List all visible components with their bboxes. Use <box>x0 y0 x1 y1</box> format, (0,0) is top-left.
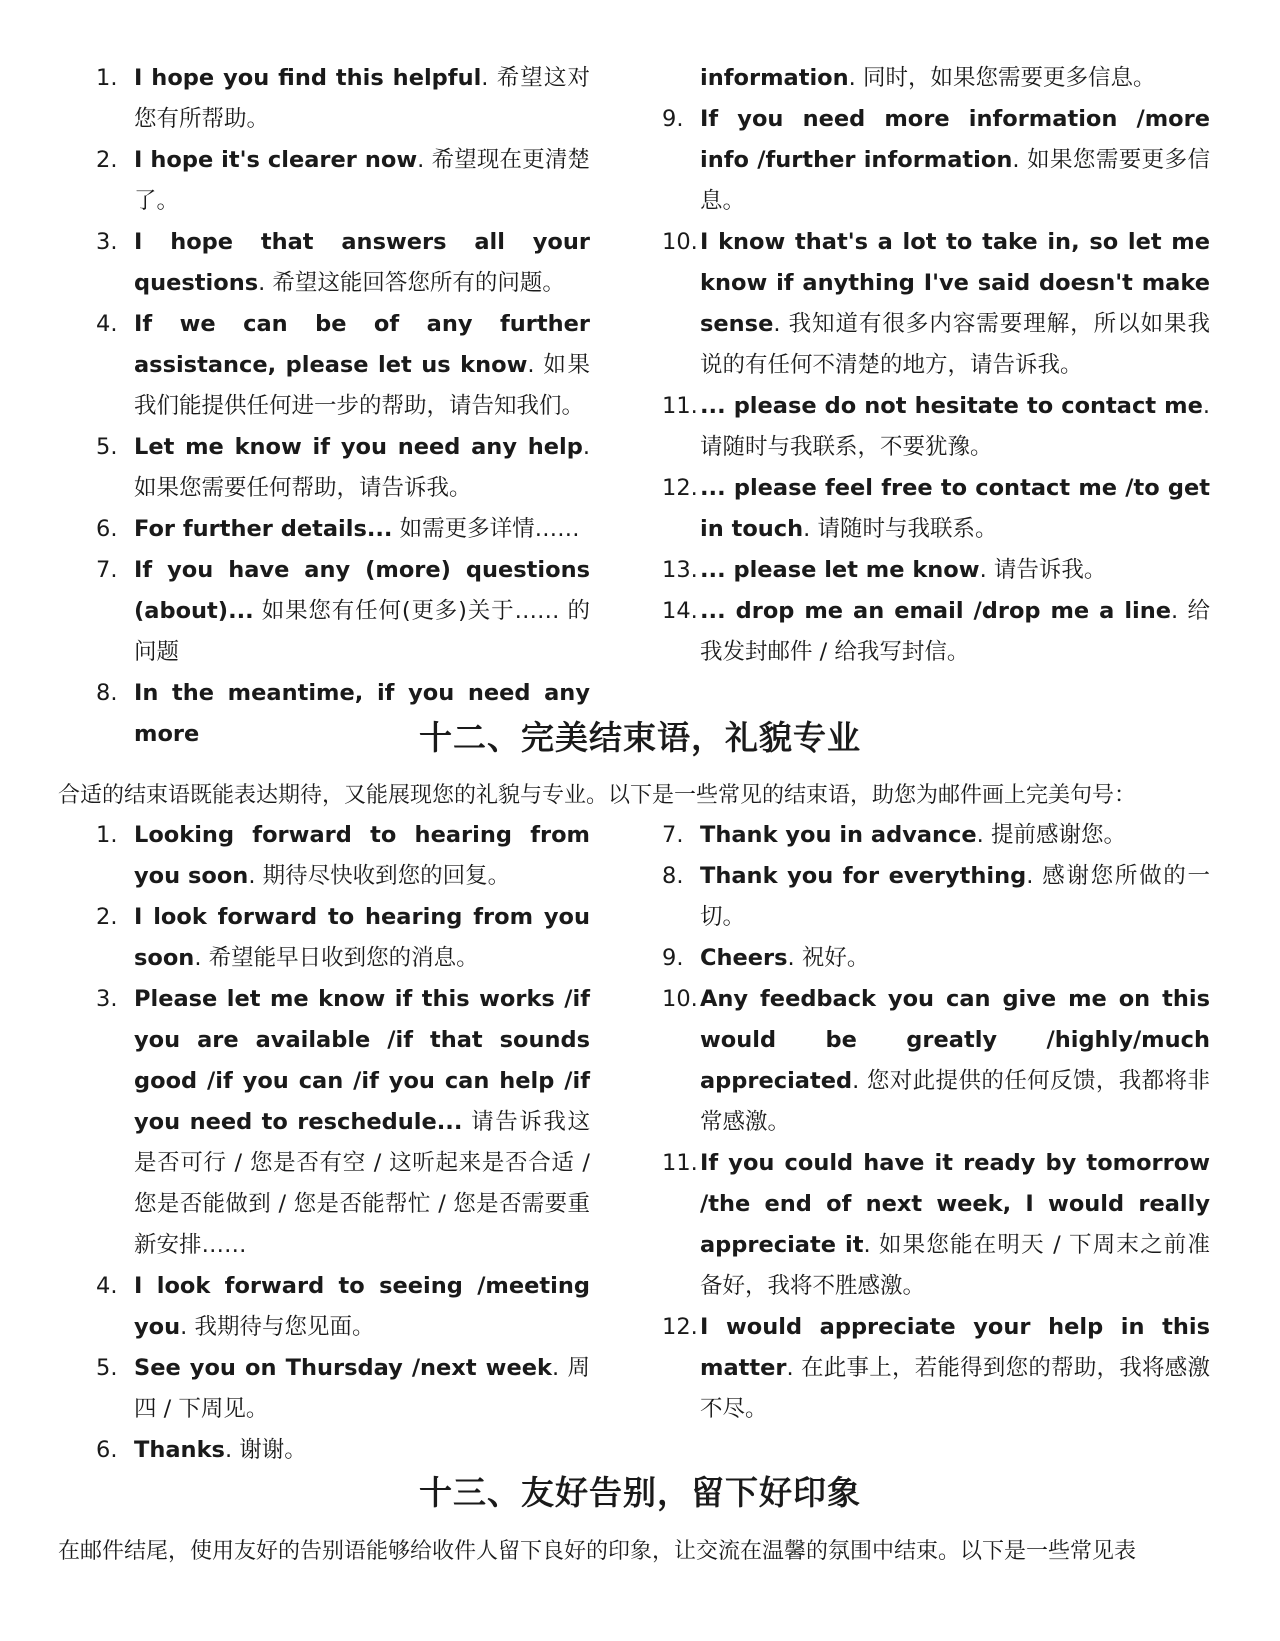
item-text <box>134 509 590 550</box>
phrase-list <box>662 99 1210 673</box>
item-number: 13. <box>662 557 698 583</box>
english-phrase: In the meantime, if you need any more <box>134 680 590 747</box>
chinese-translation: . 祝好。 <box>787 945 870 971</box>
chinese-translation: . 提前感谢您。 <box>976 822 1126 848</box>
phrase-list <box>662 815 1210 1430</box>
english-phrase: Thanks <box>134 1437 225 1463</box>
english-phrase: If you need more information /more info /further information <box>700 106 1210 173</box>
item-text <box>134 897 590 979</box>
chinese-translation: . 希望这能回答您所有的问题。 <box>258 270 565 296</box>
list-item <box>662 99 1210 222</box>
english-phrase: ... please feel free to contact me /to get in touch <box>700 475 1210 542</box>
english-phrase: If we can be of any further assistance, please let us know <box>134 311 590 378</box>
section-title-12: 十二、完美结束语，礼貌专业 <box>419 718 861 757</box>
list-item <box>96 1266 590 1348</box>
item-text <box>700 1307 1210 1430</box>
english-phrase: If you have any (more) questions (about)... <box>134 557 590 624</box>
item-number: 5. <box>96 434 118 460</box>
list-item <box>662 938 1210 979</box>
english-phrase: I hope you find this helpful <box>134 65 482 91</box>
item-text <box>700 938 1210 979</box>
list-item <box>662 550 1210 591</box>
chinese-translation: . 您对此提供的任何反馈，我都将非常感激。 <box>700 1068 1210 1135</box>
english-phrase: I look forward to seeing /meeting you <box>134 1273 590 1340</box>
english-phrase: Thank you in advance <box>700 822 977 848</box>
item-number: 8. <box>96 680 118 706</box>
item-number: 12. <box>662 1314 698 1340</box>
list-item <box>96 815 590 897</box>
item-text <box>700 99 1210 222</box>
list-item <box>662 591 1210 673</box>
item-text <box>134 140 590 222</box>
english-phrase: I hope it's clearer now <box>134 147 418 173</box>
english-phrase: Thank you for everything <box>700 863 1027 889</box>
phrase-list <box>96 58 590 755</box>
chinese-translation: . 如果我们能提供任何进一步的帮助，请告知我们。 <box>134 352 590 419</box>
english-phrase: I would appreciate your help in this matter <box>700 1314 1210 1381</box>
list-item <box>96 509 590 550</box>
chinese-translation: 如果您有任何(更多)关于…… 的问题 <box>134 598 590 665</box>
item-text <box>700 591 1210 673</box>
chinese-translation: . 请随时与我联系，不要犹豫。 <box>700 393 1210 460</box>
item-text <box>134 550 590 673</box>
item-number: 2. <box>96 904 118 930</box>
chinese-translation: . 请随时与我联系。 <box>803 516 998 542</box>
chinese-translation: . 我知道有很多内容需要理解，所以如果我说的有任何不清楚的地方，请告诉我。 <box>700 311 1210 378</box>
list-item <box>96 58 590 140</box>
chinese-translation: . 谢谢。 <box>224 1437 307 1463</box>
list-item <box>96 1430 590 1471</box>
left-column <box>0 58 620 755</box>
item-number: 4. <box>96 1273 118 1299</box>
item-text <box>700 386 1210 468</box>
chinese-translation: . 感谢您所做的一切。 <box>700 863 1210 930</box>
list-item <box>96 222 590 304</box>
list-item <box>96 897 590 979</box>
item-number: 14. <box>662 598 698 624</box>
item-text <box>134 979 590 1266</box>
chinese-translation: . 我期待与您见面。 <box>180 1314 375 1340</box>
item-number: 8. <box>662 863 684 889</box>
item-number: 3. <box>96 229 118 255</box>
english-phrase: Please let me know if this works /if you are available /if that sounds good /if you can /if you can help /if you need to reschedule... <box>134 986 590 1135</box>
section-intro-13: 在邮件结尾，使用友好的告别语能够给收件人留下良好的印象，让交流在温馨的氛围中结束。以下是一些常见表 <box>58 1539 1137 1564</box>
item-number: 6. <box>96 1437 118 1463</box>
list-item <box>662 222 1210 386</box>
chinese-translation: 请告诉我这是否可行 / 您是否有空 / 这听起来是否合适 / 您是否能做到 / 您是否能帮忙 / 您是否需要重新安排…… <box>134 1109 591 1258</box>
item-number: 9. <box>662 106 684 132</box>
list-item <box>96 979 590 1266</box>
item-number: 7. <box>662 822 684 848</box>
item-text <box>134 222 590 304</box>
chinese-translation: . 如果您能在明天 / 下周末之前准备好，我将不胜感激。 <box>700 1232 1210 1299</box>
chinese-translation: . 如果您需要更多信息。 <box>700 147 1210 214</box>
item-text <box>700 979 1210 1143</box>
item-text <box>700 468 1210 550</box>
list-item <box>96 1348 590 1430</box>
left-column <box>0 815 620 1471</box>
english-phrase: I know that's a lot to take in, so let me know if anything I've said doesn't make sense <box>700 229 1210 337</box>
list-item <box>662 856 1210 938</box>
chinese-translation: . 希望这对您有所帮助。 <box>134 65 590 132</box>
list-item <box>662 1143 1210 1307</box>
item-number: 10. <box>662 229 698 255</box>
list-item <box>662 386 1210 468</box>
chinese-translation: 如需更多详情…… <box>392 516 580 542</box>
english-phrase: ... please do not hesitate to contact me <box>700 393 1203 419</box>
phrase-columns-top <box>0 58 1280 755</box>
item-number: 1. <box>96 822 118 848</box>
english-phrase: For further details... <box>134 516 393 542</box>
english-phrase: Cheers <box>700 945 788 971</box>
item-text <box>134 58 590 140</box>
chinese-translation: . 给我发封邮件 / 给我写封信。 <box>700 598 1210 665</box>
item-text <box>700 856 1210 938</box>
list-item <box>662 1307 1210 1430</box>
item-text <box>700 1143 1210 1307</box>
item-text <box>134 815 590 897</box>
english-phrase: Looking forward to hearing from you soon <box>134 822 590 889</box>
item-number: 1. <box>96 65 118 91</box>
item-text <box>700 815 1210 856</box>
section-title-13: 十三、友好告别，留下好印象 <box>419 1473 861 1512</box>
item-text <box>134 304 590 427</box>
item-number: 11. <box>662 1150 698 1176</box>
phrase-columns-closing <box>0 815 1280 1471</box>
list-item <box>662 468 1210 550</box>
item-number: 4. <box>96 311 118 337</box>
section-intro-12: 合适的结束语既能表达期待，又能展现您的礼貌与专业。以下是一些常见的结束语，助您为邮件画上完美句号： <box>58 783 1137 808</box>
chinese-translation: . 请告诉我。 <box>979 557 1107 583</box>
item-text <box>134 1266 590 1348</box>
item-number: 11. <box>662 393 698 419</box>
list-item <box>662 979 1210 1143</box>
item-number: 9. <box>662 945 684 971</box>
list-item <box>96 140 590 222</box>
item-text <box>134 1430 590 1471</box>
list-item <box>96 550 590 673</box>
list-item <box>662 815 1210 856</box>
english-phrase: I look forward to hearing from you soon <box>134 904 590 971</box>
list-item-continuation: information. 同时，如果您需要更多信息。 <box>700 65 1156 91</box>
english-phrase: ... please let me know <box>700 557 980 583</box>
chinese-translation: . 希望能早日收到您的消息。 <box>194 945 479 971</box>
chinese-translation: . 希望现在更清楚了。 <box>134 147 590 214</box>
item-number: 10. <box>662 986 698 1012</box>
right-column <box>620 815 1280 1471</box>
english-phrase: ... drop me an email /drop me a line <box>700 598 1172 624</box>
english-phrase: See you on Thursday /next week <box>134 1355 552 1381</box>
item-number: 3. <box>96 986 118 1012</box>
item-text <box>134 1348 590 1430</box>
english-phrase: Any feedback you can give me on this would be greatly /highly/much appreciated <box>700 986 1210 1094</box>
item-number: 7. <box>96 557 118 583</box>
chinese-translation: . 在此事上，若能得到您的帮助，我将感激不尽。 <box>700 1355 1210 1422</box>
right-column <box>620 58 1280 755</box>
item-text <box>700 222 1210 386</box>
list-item <box>96 304 590 427</box>
english-phrase: I hope that answers all your questions <box>134 229 590 296</box>
chinese-translation: . 如果您需要任何帮助，请告诉我。 <box>134 434 590 501</box>
english-phrase: If you could have it ready by tomorrow /the end of next week, I would really appreciate it <box>700 1150 1210 1258</box>
item-number: 2. <box>96 147 118 173</box>
item-number: 6. <box>96 516 118 542</box>
english-phrase: Let me know if you need any help <box>134 434 583 460</box>
item-text <box>134 427 590 509</box>
phrase-list <box>96 815 590 1471</box>
item-text <box>700 550 1210 591</box>
list-item <box>96 427 590 509</box>
chinese-translation: . 周四 / 下周见。 <box>134 1355 590 1422</box>
chinese-translation: . 期待尽快收到您的回复。 <box>248 863 511 889</box>
item-number: 12. <box>662 475 698 501</box>
item-number: 5. <box>96 1355 118 1381</box>
